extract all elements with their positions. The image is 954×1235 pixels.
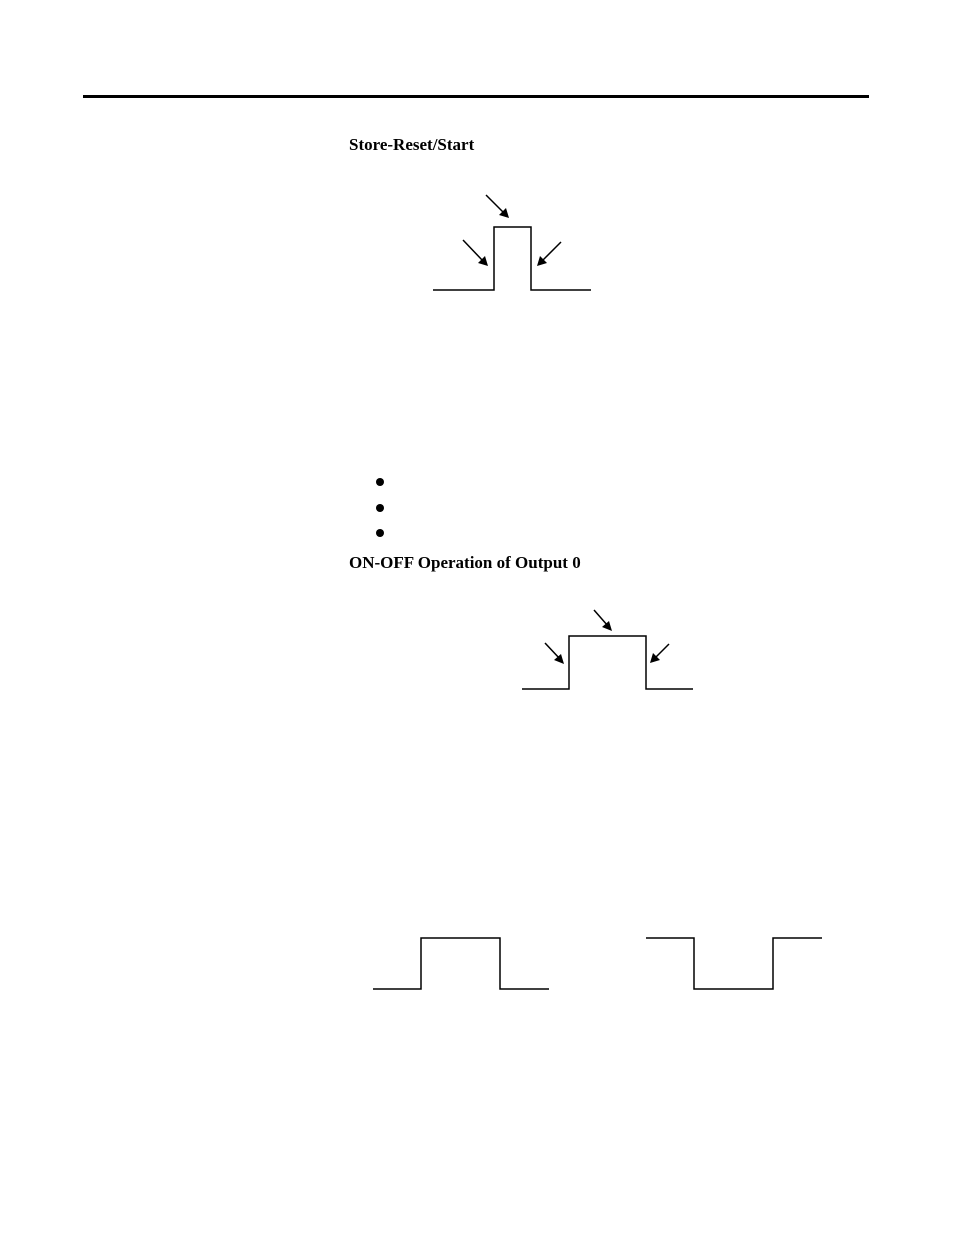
negative-pulse bbox=[646, 938, 822, 989]
bullet-3 bbox=[376, 529, 384, 537]
arrow-top bbox=[594, 610, 612, 631]
heading-on-off-operation: ON-OFF Operation of Output 0 bbox=[349, 553, 581, 572]
pulse-waveform bbox=[522, 636, 693, 689]
arrow-top bbox=[486, 195, 509, 218]
arrow-falling-edge bbox=[650, 644, 669, 663]
pulse-waveform bbox=[433, 227, 591, 290]
arrow-rising-edge bbox=[545, 643, 564, 664]
heading-store-reset-start: Store-Reset/Start bbox=[349, 135, 475, 154]
bullet-2 bbox=[376, 504, 384, 512]
pulse-waveform bbox=[373, 938, 549, 989]
pulse-waveform bbox=[646, 938, 822, 989]
arrow-rising-edge bbox=[463, 240, 488, 266]
positive-pulse bbox=[373, 938, 549, 989]
store-reset-start-pulse bbox=[433, 195, 591, 290]
bullet-1 bbox=[376, 478, 384, 486]
arrow-falling-edge bbox=[537, 242, 561, 266]
on-off-output-0-pulse bbox=[522, 610, 693, 689]
